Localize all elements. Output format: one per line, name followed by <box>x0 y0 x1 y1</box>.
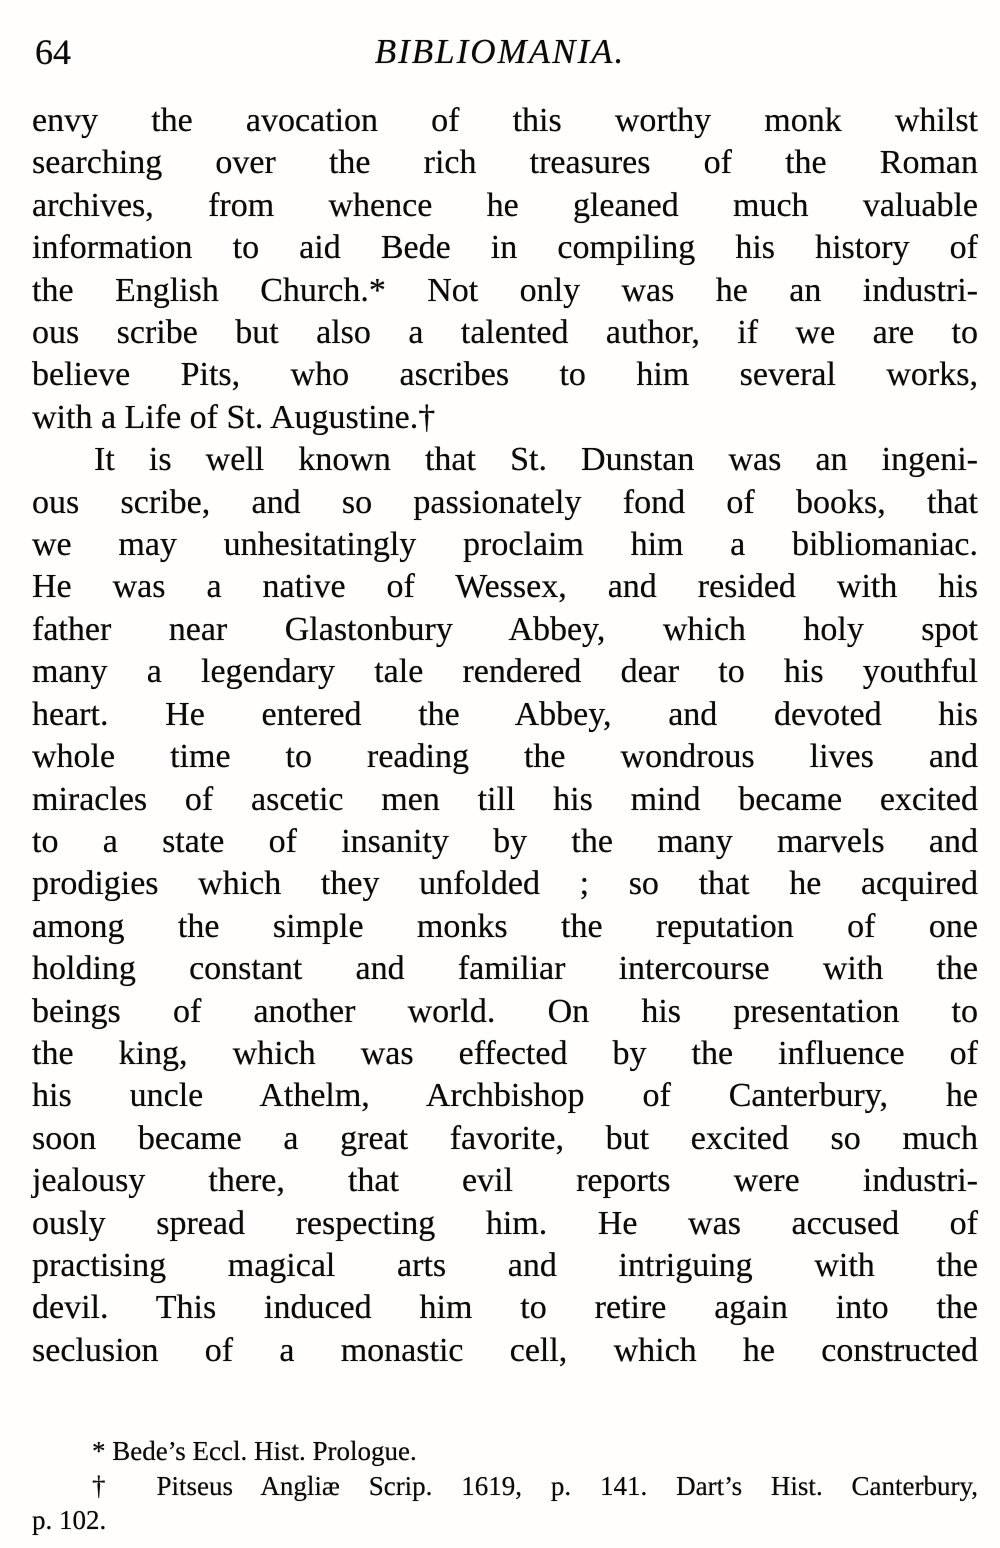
text-line: beings of another world. On his presentation to <box>32 992 978 1030</box>
text-line: believe Pits, who ascribes to him several works, <box>32 356 978 394</box>
text-line: information to aid Bede in compiling his history of <box>32 229 978 267</box>
text-line: seclusion of a monastic cell, which he constructed <box>32 1331 978 1369</box>
text-line: holding constant and familiar intercourse with the <box>32 950 978 988</box>
text-line: archives, from whence he gleaned much valuable <box>32 186 978 224</box>
text-line: searching over the rich treasures of the Roman <box>32 144 978 182</box>
text-line: ously spread respecting him. He was accused of <box>32 1204 978 1242</box>
text-line: his uncle Athelm, Archbishop of Canterbury, he <box>32 1077 978 1115</box>
text-line: envy the avocation of this worthy monk whilst <box>32 102 978 139</box>
text-line: ous scribe but also a talented author, if we are to <box>32 314 978 352</box>
text-line: we may unhesitatingly proclaim him a bibliomaniac. <box>32 526 978 564</box>
text-line: many a legendary tale rendered dear to his youthful <box>32 653 978 691</box>
page-header <box>0 30 1000 74</box>
text-line: ous scribe, and so passionately fond of books, that <box>32 483 978 521</box>
body-text <box>32 100 978 1372</box>
text-line: with a Life of St. Augustine.† <box>32 398 436 436</box>
text-line: It is well known that St. Dunstan was an ingeni- <box>94 441 978 479</box>
footnote-line: † Pitseus Angliæ Scrip. 1619, p. 141. Dart’s Hist. Canterbury, <box>92 1470 978 1501</box>
text-line: practising magical arts and intriguing with the <box>32 1246 978 1284</box>
text-line: miracles of ascetic men till his mind became excited <box>32 780 978 818</box>
text-line: among the simple monks the reputation of one <box>32 907 978 945</box>
text-line: the English Church.* Not only was he an industri- <box>32 271 978 309</box>
text-line: the king, which was effected by the influence of <box>32 1034 978 1072</box>
footnotes <box>32 1434 978 1538</box>
page-number: 64 <box>35 32 71 72</box>
text-line: to a state of insanity by the many marvels and <box>32 822 978 860</box>
text-line: heart. He entered the Abbey, and devoted his <box>32 695 978 733</box>
text-line: prodigies which they unfolded ; so that he acquired <box>32 865 978 903</box>
text-line: father near Glastonbury Abbey, which holy spot <box>32 610 978 648</box>
running-title: BIBLIOMANIA. <box>374 32 626 71</box>
footnote-line: * Bede’s Eccl. Hist. Prologue. <box>92 1436 417 1467</box>
text-line: He was a native of Wessex, and resided with his <box>32 568 978 606</box>
text-line: jealousy there, that evil reports were industri- <box>32 1162 978 1200</box>
text-line: soon became a great favorite, but excited so much <box>32 1119 978 1157</box>
footnote-line: p. 102. <box>32 1505 107 1536</box>
text-line: whole time to reading the wondrous lives and <box>32 738 978 776</box>
text-line: devil. This induced him to retire again into the <box>32 1289 978 1327</box>
